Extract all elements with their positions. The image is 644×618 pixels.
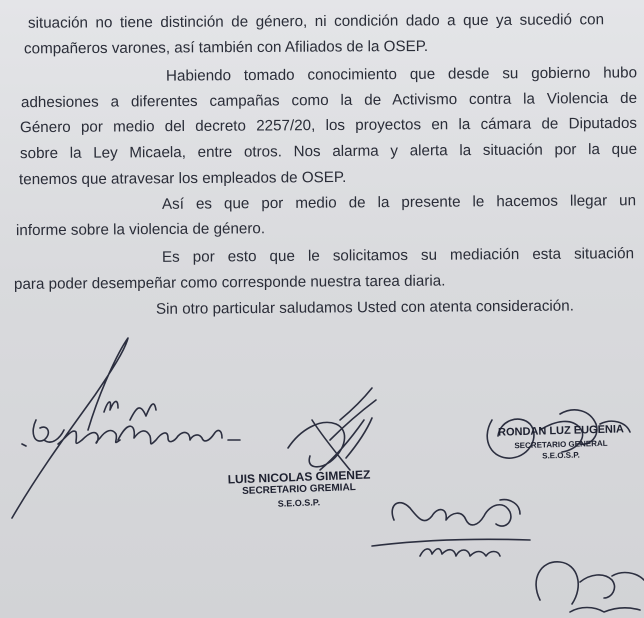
letter-line-8: Así es que por medio de la presente le hacemos llegar un — [161, 192, 637, 213]
letter-line-11: para poder desempeñar como corresponde nuestra tarea diaria. — [13, 272, 446, 293]
stamp-center-org: S.E.O.S.P. — [277, 497, 321, 509]
letter-line-7: tenemos que atravesar los empleados de OSEP. — [18, 168, 347, 189]
letter-line-5: Género por medio del decreto 2257/20, los proyectos en la cámara de Diputados — [19, 114, 638, 137]
letter-line-10: Es por esto que le solicitamos su mediación esta situación — [161, 245, 635, 266]
signature-bottom-right — [536, 562, 644, 612]
signature-lower-middle — [372, 500, 530, 556]
letter-line-9: informe sobre la violencia de género. — [15, 220, 266, 240]
stamp-right-title: SECRETARIO GENERAL — [514, 438, 608, 451]
stamp-right-org: S.E.O.S.P. — [542, 450, 580, 461]
signature-left — [12, 338, 240, 518]
signature-center — [288, 388, 376, 470]
letter-line-2: compañeros varones, así también con Afiliados de la OSEP. — [23, 37, 429, 58]
letter-line-12: Sin otro particular saludamos Usted con atenta consideración. — [155, 297, 574, 318]
letter-line-6: sobre la Ley Micaela, entre otros. Nos alarma y alerta la situación por la que — [19, 140, 638, 163]
stamp-center-name: LUIS NICOLAS GIMENEZ — [227, 467, 371, 487]
stamp-center-title: SECRETARIO GREMIAL — [241, 482, 357, 497]
stamp-right-name: RONDAN LUZ EUGENIA — [497, 423, 625, 439]
letter-line-1: situación no tiene distinción de género, ni condición dado a que ya sucedió con — [27, 11, 605, 32]
letter-line-3: Habiendo tomado conocimiento que desde su gobierno hubo — [165, 64, 638, 85]
letter-line-4: adhesiones a diferentes campañas como la de Activismo contra la Violencia de — [20, 89, 638, 112]
